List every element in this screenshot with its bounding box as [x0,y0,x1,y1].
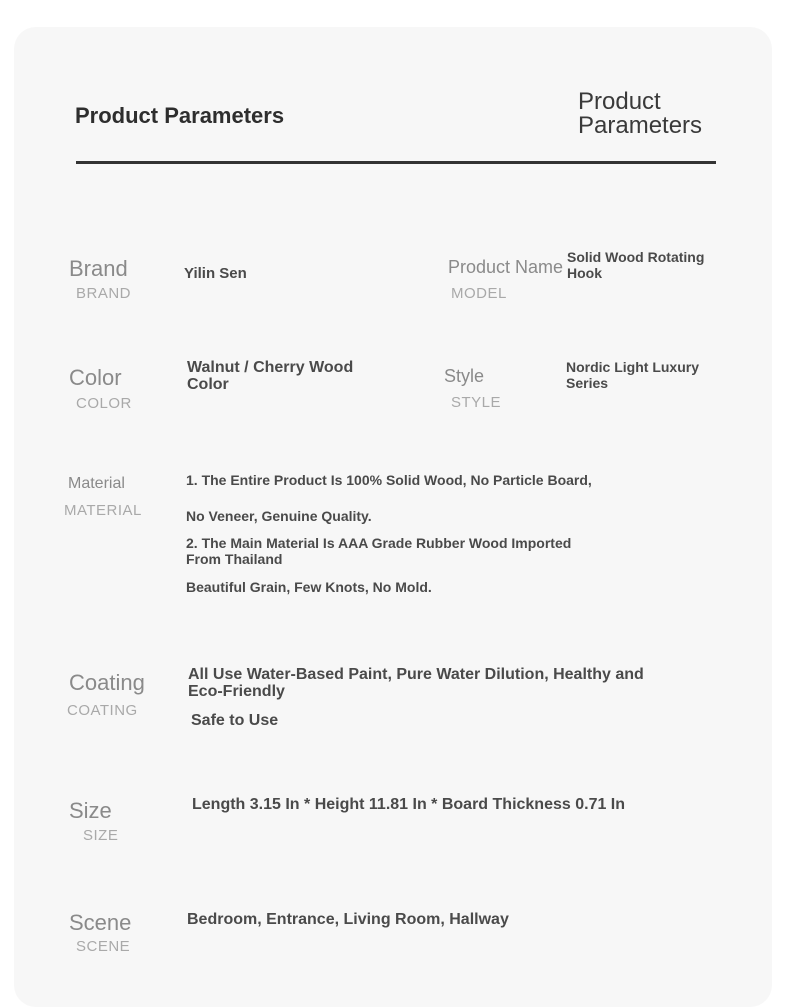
size-label-en: SIZE [83,827,119,844]
model-value: Solid Wood Rotating Hook [567,249,705,281]
material-label-en: MATERIAL [64,502,142,519]
size-label: Size [69,798,112,823]
brand-value: Yilin Sen [184,265,247,282]
brand-label: Brand [69,256,128,281]
coating-label-en: COATING [67,702,138,719]
coating-label: Coating [69,670,145,695]
material-label: Material [68,475,125,492]
coating-line-1: All Use Water-Based Paint, Pure Water Dilution, Healthy and Eco-Friendly [188,666,644,700]
material-line-3: 2. The Main Material Is AAA Grade Rubber Wood Imported From Thailand [186,535,572,567]
scene-label-en: SCENE [76,938,131,955]
brand-label-en: BRAND [76,285,132,302]
page-title: Product Parameters [75,103,285,128]
color-label: Color [69,365,122,390]
color-label-en: COLOR [76,395,132,412]
style-label: Style [444,366,485,386]
model-label-en: MODEL [451,285,507,302]
header-divider [76,161,716,164]
page-title-alt: Product Parameters [578,88,703,139]
model-label: Product Name [448,257,564,277]
scene-label: Scene [69,910,132,935]
material-line-1: 1. The Entire Product Is 100% Solid Wood, No Particle Board, [186,472,592,488]
style-label-en: STYLE [451,394,502,411]
color-value: Walnut / Cherry Wood Color [187,359,354,393]
scene-value: Bedroom, Entrance, Living Room, Hallway [187,911,509,928]
material-line-4: Beautiful Grain, Few Knots, No Mold. [186,579,432,595]
size-value: Length 3.15 In * Height 11.81 In * Board Thickness 0.71 In [192,796,626,813]
style-value: Nordic Light Luxury Series [566,359,699,391]
material-line-2: No Veneer, Genuine Quality. [186,508,372,524]
coating-line-2: Safe to Use [191,712,279,729]
